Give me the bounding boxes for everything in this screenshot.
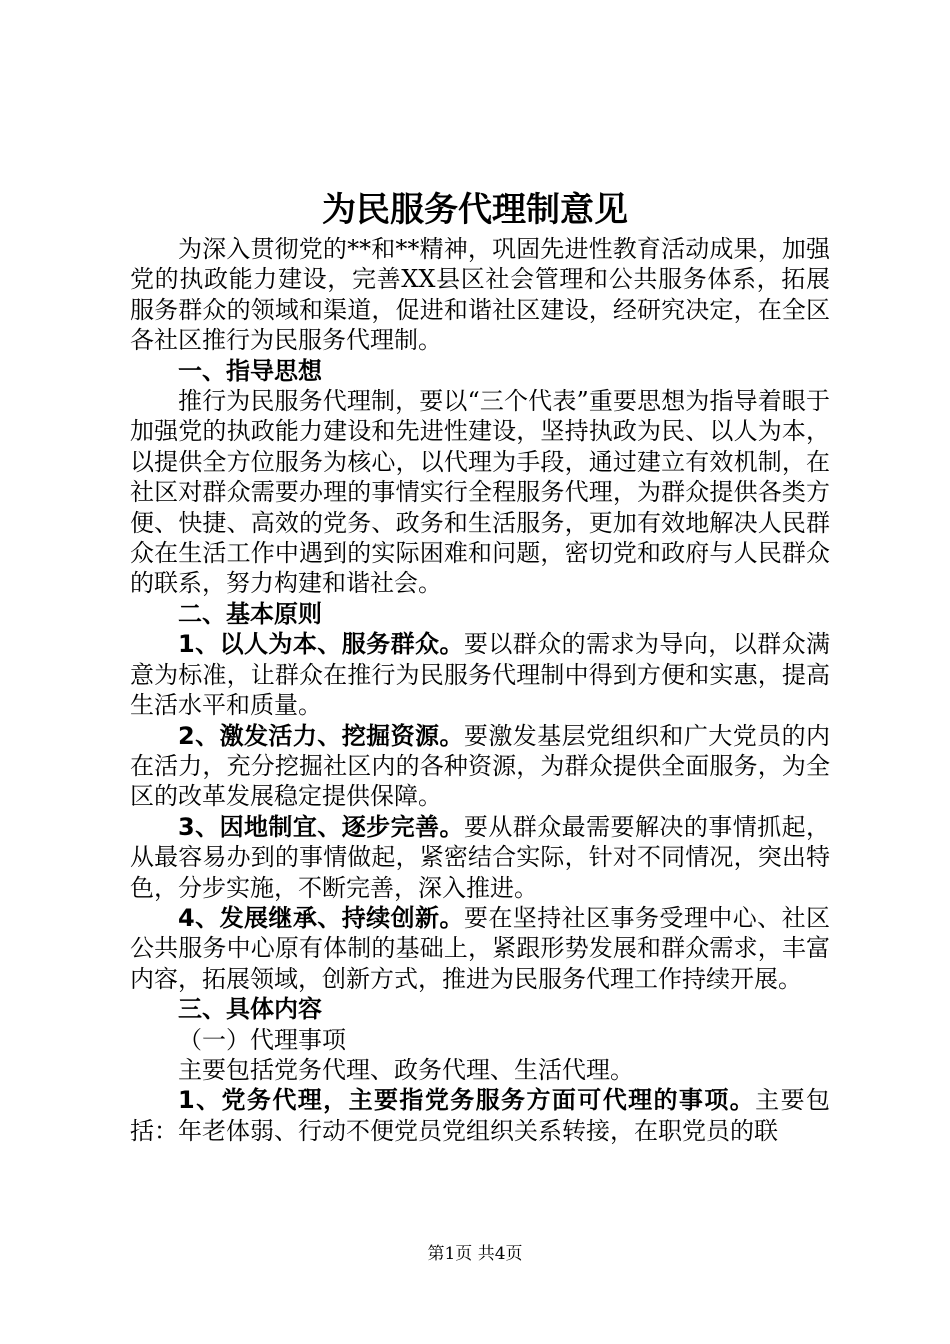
section-heading-specific-content: 三、具体内容 — [178, 995, 322, 1024]
intro-paragraph: 为深入贯彻党的**和**精神，巩固先进性教育活动成果，加强党的执政能力建设，完善XX县区社会管理和公共服务体系，拓展服务群众的领域和渠道，促进和谐社区建设，经研究决定，在全区各社区推行为民服务代理制。 — [130, 235, 830, 355]
party-affairs-agency-paragraph — [130, 1085, 830, 1146]
principle-text-4: 要在坚持社区事务受理中心、社区公共服务中心原有体制的基础上，紧跟形势发展和群众需求，丰富内容，拓展领域，创新方式，推进为民服务代理工作持续开展。 — [130, 903, 831, 993]
party-affairs-lead: 1、党务代理，主要指党务服务方面可代理的事项。 — [178, 1086, 756, 1115]
section-heading-basic-principles: 二、基本原则 — [178, 599, 322, 628]
principle-lead-3: 3、因地制宜、逐步完善。 — [178, 812, 464, 841]
principle-text-2: 要激发基层党组织和广大党员的内在活力，充分挖掘社区内的各种资源，为群众提供全面服务，为全区的改革发展稳定提供保障。 — [130, 721, 831, 811]
page-footer: 第1页 共4页 — [427, 1244, 523, 1264]
principle-text-3: 要从群众最需要解决的事情抓起，从最容易办到的事情做起，紧密结合实际，针对不同情况，突出特色，分步实施，不断完善，深入推进。 — [130, 812, 831, 902]
principle-paragraph-1 — [130, 629, 830, 720]
principle-paragraph-4 — [130, 903, 830, 994]
principle-paragraph-2 — [130, 721, 830, 812]
document-title: 为民服务代理制意见 — [322, 190, 628, 230]
principle-text-1: 要以群众的需求为导向，以群众满意为标准，让群众在推行为民服务代理制中得到方便和实惠，提高生活水平和质量。 — [130, 630, 831, 720]
principle-lead-4: 4、发展继承、持续创新。 — [178, 903, 464, 932]
party-affairs-text: 主要包括：年老体弱、行动不便党员党组织关系转接，在职党员的联 — [130, 1086, 830, 1145]
section-heading-guiding-ideology: 一、指导思想 — [178, 356, 322, 385]
principle-lead-1: 1、以人为本、服务群众。 — [178, 630, 464, 659]
subsection-heading-agency-items: （一）代理事项 — [178, 1025, 346, 1054]
guiding-ideology-paragraph: 推行为民服务代理制，要以“三个代表”重要思想为指导着眼于加强党的执政能力建设和先进性建设，坚持执政为民、以人为本，以提供全方位服务为核心，以代理为手段，通过建立有效机制，在社区对群众需要办理的事情实行全程服务代理，为群众提供各类方便、快捷、高效的党务、政务和生活服务，更加有效地解决人民群众在生活工作中遇到的实际困难和问题，密切党和政府与人民群众的联系，努力构建和谐社会。 — [130, 387, 830, 598]
principle-lead-2: 2、激发活力、挖掘资源。 — [178, 721, 464, 750]
document-body — [130, 234, 830, 1146]
principle-paragraph-3 — [130, 812, 830, 903]
agency-items-summary: 主要包括党务代理、政务代理、生活代理。 — [178, 1055, 634, 1084]
